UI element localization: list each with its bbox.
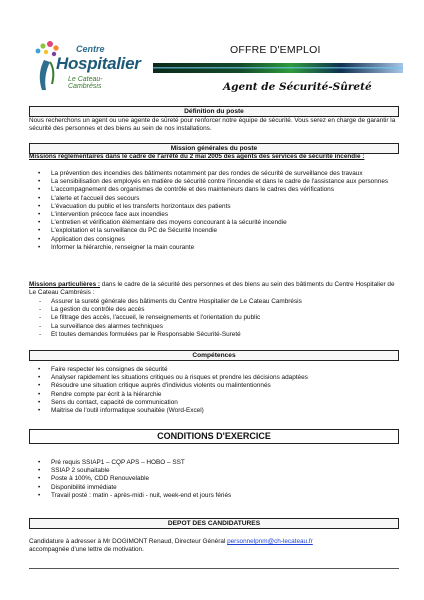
- list-item: • Poste à 100%, CDD Renouvelable: [29, 475, 401, 483]
- list-item: • Disponibilité immédiate: [29, 484, 401, 492]
- section-heading-conditions: CONDITIONS D'EXERCICE: [29, 429, 399, 444]
- list-item: • L'alerte et l'accueil des secours: [29, 195, 401, 203]
- depot-text-line1: Candidature à adresser à Mr DOGIMONT Renaud, Directeur Général: [29, 538, 228, 545]
- list-item: • L'évacuation du public et les transferts horizontaux des patients: [29, 203, 401, 211]
- list-item: • L'entretien et vérification élémentaire des moyens concourant à la sécurité incendie: [29, 219, 401, 227]
- email-link[interactable]: personnelpnm@ch-lecateau.fr: [227, 538, 313, 545]
- competences-list: [29, 366, 401, 415]
- list-item: • SSIAP 2 souhaitable: [29, 467, 401, 475]
- list-item: • Application des consignes: [29, 236, 401, 244]
- list-item: - Et toutes demandes formulées par le Responsable Sécurité-Sureté: [29, 331, 401, 339]
- list-item: • Sens du contact, capacité de communication: [29, 399, 401, 407]
- list-item: • L'accompagnement des organismes de contrôle et des mainteneurs dans le cadres des vérifications: [29, 186, 401, 194]
- logo-text-hospitalier: Hospitalier: [56, 54, 141, 73]
- list-item: • Travail posté : matin - après-midi - nuit, week-end et jours fériés: [29, 492, 401, 500]
- job-title: Agent de Sécurité-Sûreté: [223, 81, 372, 93]
- list-item: • Informer la hiérarchie, renseigner la main courante: [29, 244, 401, 252]
- hospital-logo: [30, 38, 141, 100]
- list-item: • Analyser rapidement les situations critiques ou à risques et prendre les décisions adaptées: [29, 374, 401, 382]
- list-item: • Maitrise de l'outil informatique souhaitée (Word-Excel): [29, 407, 401, 415]
- list-item: - La gestion du contrôle des accès: [29, 306, 401, 314]
- logo-text-centre: Centre: [76, 44, 105, 54]
- missions-particulieres-label: Missions particulières :: [29, 281, 101, 288]
- section-heading-depot: DEPOT DES CANDIDATURES: [29, 518, 399, 529]
- list-item: - Assurer la sureté générale des bâtiments du Centre Hospitalier de Le Cateau Cambrésis: [29, 298, 401, 306]
- missions-particulieres-text: [29, 281, 401, 297]
- list-item: • Pré requis SSIAP1 – CQP APS – HOBO – SST: [29, 459, 401, 467]
- conditions-list: [29, 459, 401, 500]
- list-item: • L'exploitation et la surveillance du PC de Sécurité Incendie: [29, 227, 401, 235]
- list-item: • Rendre compte par écrit à la hiérarchie: [29, 391, 401, 399]
- missions-part-list: [29, 298, 401, 339]
- logo-text-city: Le Cateau-Cambrésis: [68, 76, 103, 90]
- definition-text: Nous recherchons un agent ou une agente de sûreté pour renforcer notre équipe de sécurité. Vous serez en charge de garantir la sécurité des personnes et des biens au sein de nos installations.: [29, 117, 396, 133]
- depot-text-line2: accompagnée d'une lettre de motivation.: [29, 546, 144, 554]
- missions-reg-title: Missions réglementaires dans le cadre de l'arrêté du 2 mai 2005 des agents des services de sécurité incendie :: [29, 153, 365, 160]
- list-item: • La prévention des incendies des bâtiments notamment par des rondes de sécurité de surveillance des travaux: [29, 170, 401, 178]
- list-item: • L'intervention précoce face aux incendies: [29, 211, 401, 219]
- section-heading-definition: Définition du poste: [29, 106, 399, 117]
- missions-particulieres-desc: dans le cadre de la sécurité des personnes et des biens au sein des bâtiments du Centre Hospitalier de Le Cateau Cambrésis :: [29, 281, 395, 297]
- decorative-band: [153, 63, 403, 73]
- list-item: - La surveillance des alarmes techniques: [29, 323, 401, 331]
- list-item: • Résoudre une situation critique auprès d'individus violents ou malintentionnés: [29, 382, 401, 390]
- offre-emploi-title: OFFRE D'EMPLOI: [230, 44, 321, 56]
- depot-text: [29, 538, 401, 554]
- list-item: • La sensibilisation des employés en matière de sécurité contre l'incendie et dans le cadre de l'assistance aux personnes: [29, 178, 401, 186]
- section-heading-competences: Compétences: [29, 350, 399, 361]
- list-item: • Faire respecter les consignes de sécurité: [29, 366, 401, 374]
- missions-reg-list: [29, 170, 401, 252]
- footer-divider: [29, 568, 399, 569]
- section-heading-missions: Mission générales du poste: [29, 143, 399, 154]
- list-item: - Le filtrage des accès, l'accueil, le renseignements et l'orientation du public: [29, 314, 401, 322]
